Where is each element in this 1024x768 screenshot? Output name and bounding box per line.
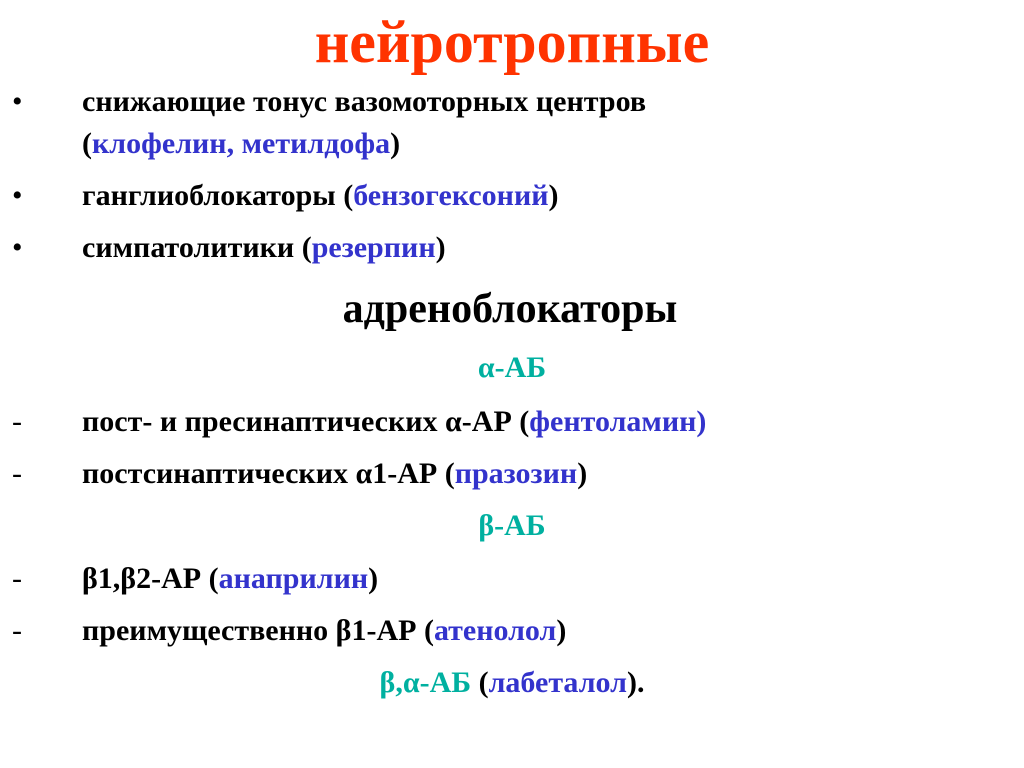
bullet-text: симпатолитики (резерпин) [82,231,446,264]
beta-heading: β-АБ [478,509,546,542]
beta-item-text: преимущественно β1-АР (атенолол) [82,614,567,647]
dash-marker: - [12,614,22,647]
mixed-heading: β,α-АБ [379,666,472,699]
drug-name: бензогексоний [353,179,549,212]
beta-item-text: β1,β2-АР (анаприлин) [82,562,379,595]
drug-name: клофелин, метилдофа [92,127,391,160]
bullet-text: ганглиоблокаторы (бензогексоний) [82,179,559,212]
bullet-drug-line: (клофелин, метилдофа) [82,127,401,160]
bullet-text: снижающие тонус вазомоторных центров [82,85,647,118]
bullet-marker: • [12,231,23,264]
page-title: нейротропные [314,9,710,75]
drug-name: фентоламин) [529,405,707,438]
dash-marker: - [12,562,22,595]
mixed-blocker-line: β,α-АБ (лабеталол). [379,666,645,699]
dash-marker: - [12,405,22,438]
drug-name: анаприлин [218,562,369,595]
bullet-marker: • [12,179,23,212]
drug-name: атенолол [433,614,557,647]
dash-marker: - [12,457,22,490]
alpha-heading: α-АБ [477,351,547,384]
drug-name: лабеталол [488,666,627,699]
alpha-item-text: постсинаптических α1-АР (празозин) [82,457,588,490]
alpha-item-text: пост- и пресинаптических α-АР (фентоламин) [82,405,707,438]
drug-name: празозин [454,457,578,490]
subheading: адреноблокаторы [342,286,678,332]
bullet-marker: • [12,85,23,118]
drug-name: резерпин [311,231,436,264]
